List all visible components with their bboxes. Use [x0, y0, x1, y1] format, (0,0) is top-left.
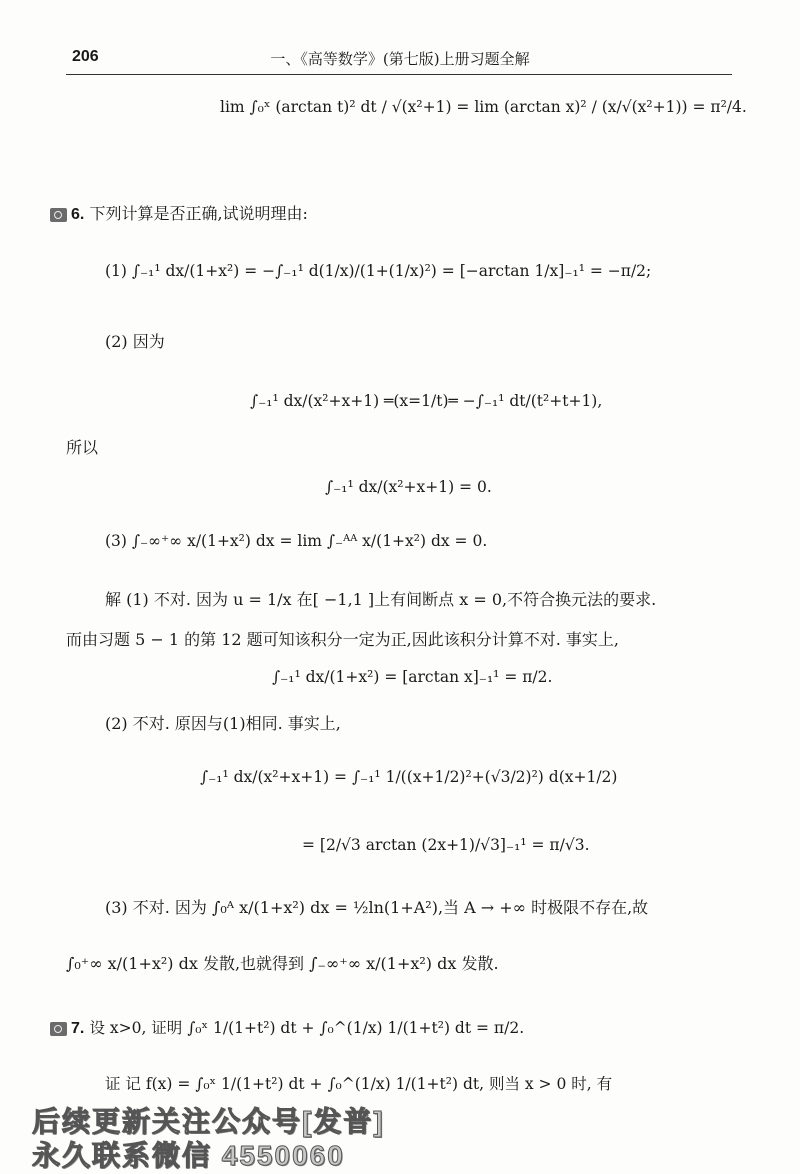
page-number: 206 — [72, 48, 99, 65]
formula-6-2b: ∫₋₁¹ dx/(x²+x+1) = 0. — [325, 478, 492, 496]
solution-3-line-2: ∫₀⁺∞ x/(1+x²) dx 发散,也就得到 ∫₋∞⁺∞ x/(1+x²) dx 发散. — [66, 954, 499, 973]
problem-7-statement: 设 x>0, 证明 ∫₀ˣ 1/(1+t²) dt + ∫₀^(1/x) 1/(1+t²) dt = π/2. — [89, 1019, 525, 1037]
formula-6-2a: ∫₋₁¹ dx/(x²+x+1) ═(x=1/t)═ −∫₋₁¹ dt/(t²+t+1), — [250, 392, 603, 410]
problem-6-heading: 6. 下列计算是否正确,试说明理由: — [50, 202, 308, 227]
formula-sol-2b: = [2/√3 arctan (2x+1)/√3]₋₁¹ = π/√3. — [302, 836, 590, 854]
formula-6-1: (1) ∫₋₁¹ dx/(1+x²) = −∫₋₁¹ d(1/x)/(1+(1/x)²) = [−arctan 1/x]₋₁¹ = −π/2; — [105, 262, 652, 280]
solution-3-line-1: (3) 不对. 因为 ∫₀ᴬ x/(1+x²) dx = ½ln(1+A²),当 A → +∞ 时极限不存在,故 — [105, 898, 649, 917]
solution-line-1: 解 (1) 不对. 因为 u = 1/x 在[ −1,1 ]上有间断点 x = 0,不符合换元法的要求. — [105, 590, 657, 609]
running-title: 一、《高等数学》(第七版)上册习题全解 — [270, 50, 530, 68]
solution-line-2: 而由习题 5 − 1 的第 12 题可知该积分一定为正,因此该积分计算不对. 事实上, — [66, 630, 619, 649]
proof-line: 证 记 f(x) = ∫₀ˣ 1/(1+t²) dt + ∫₀^(1/x) 1/(1+t²) dt, 则当 x > 0 时, 有 — [105, 1075, 613, 1093]
header-rule — [66, 74, 732, 75]
formula-sol-1: ∫₋₁¹ dx/(1+x²) = [arctan x]₋₁¹ = π/2. — [272, 668, 553, 686]
problem-6-2-label: (2) 因为 — [105, 332, 165, 351]
formula-limit-top: lim ∫₀ˣ (arctan t)² dt / √(x²+1) = lim (arctan x)² / (x/√(x²+1)) = π²/4. — [220, 98, 747, 116]
formula-sol-2a: ∫₋₁¹ dx/(x²+x+1) = ∫₋₁¹ 1/((x+1/2)²+(√3/2)²) d(x+1/2) — [200, 768, 618, 786]
problem-7-heading: 7. 设 x>0, 证明 ∫₀ˣ 1/(1+t²) dt + ∫₀^(1/x) 1/(1+t²) dt = π/2. — [50, 1016, 524, 1041]
problem-6-stem: 下列计算是否正确,试说明理由: — [89, 204, 308, 223]
problem-icon — [50, 1022, 67, 1036]
suoyi-label: 所以 — [66, 438, 99, 457]
watermark-line-2: 永久联系微信 4550060 — [32, 1140, 345, 1171]
formula-6-3: (3) ∫₋∞⁺∞ x/(1+x²) dx = lim ∫₋ᴬᴬ x/(1+x²) dx = 0. — [105, 532, 488, 550]
problem-icon — [50, 208, 67, 222]
solution-2-label: (2) 不对. 原因与(1)相同. 事实上, — [105, 714, 341, 733]
watermark-line-1: 后续更新关注公众号[发普] — [32, 1106, 385, 1137]
